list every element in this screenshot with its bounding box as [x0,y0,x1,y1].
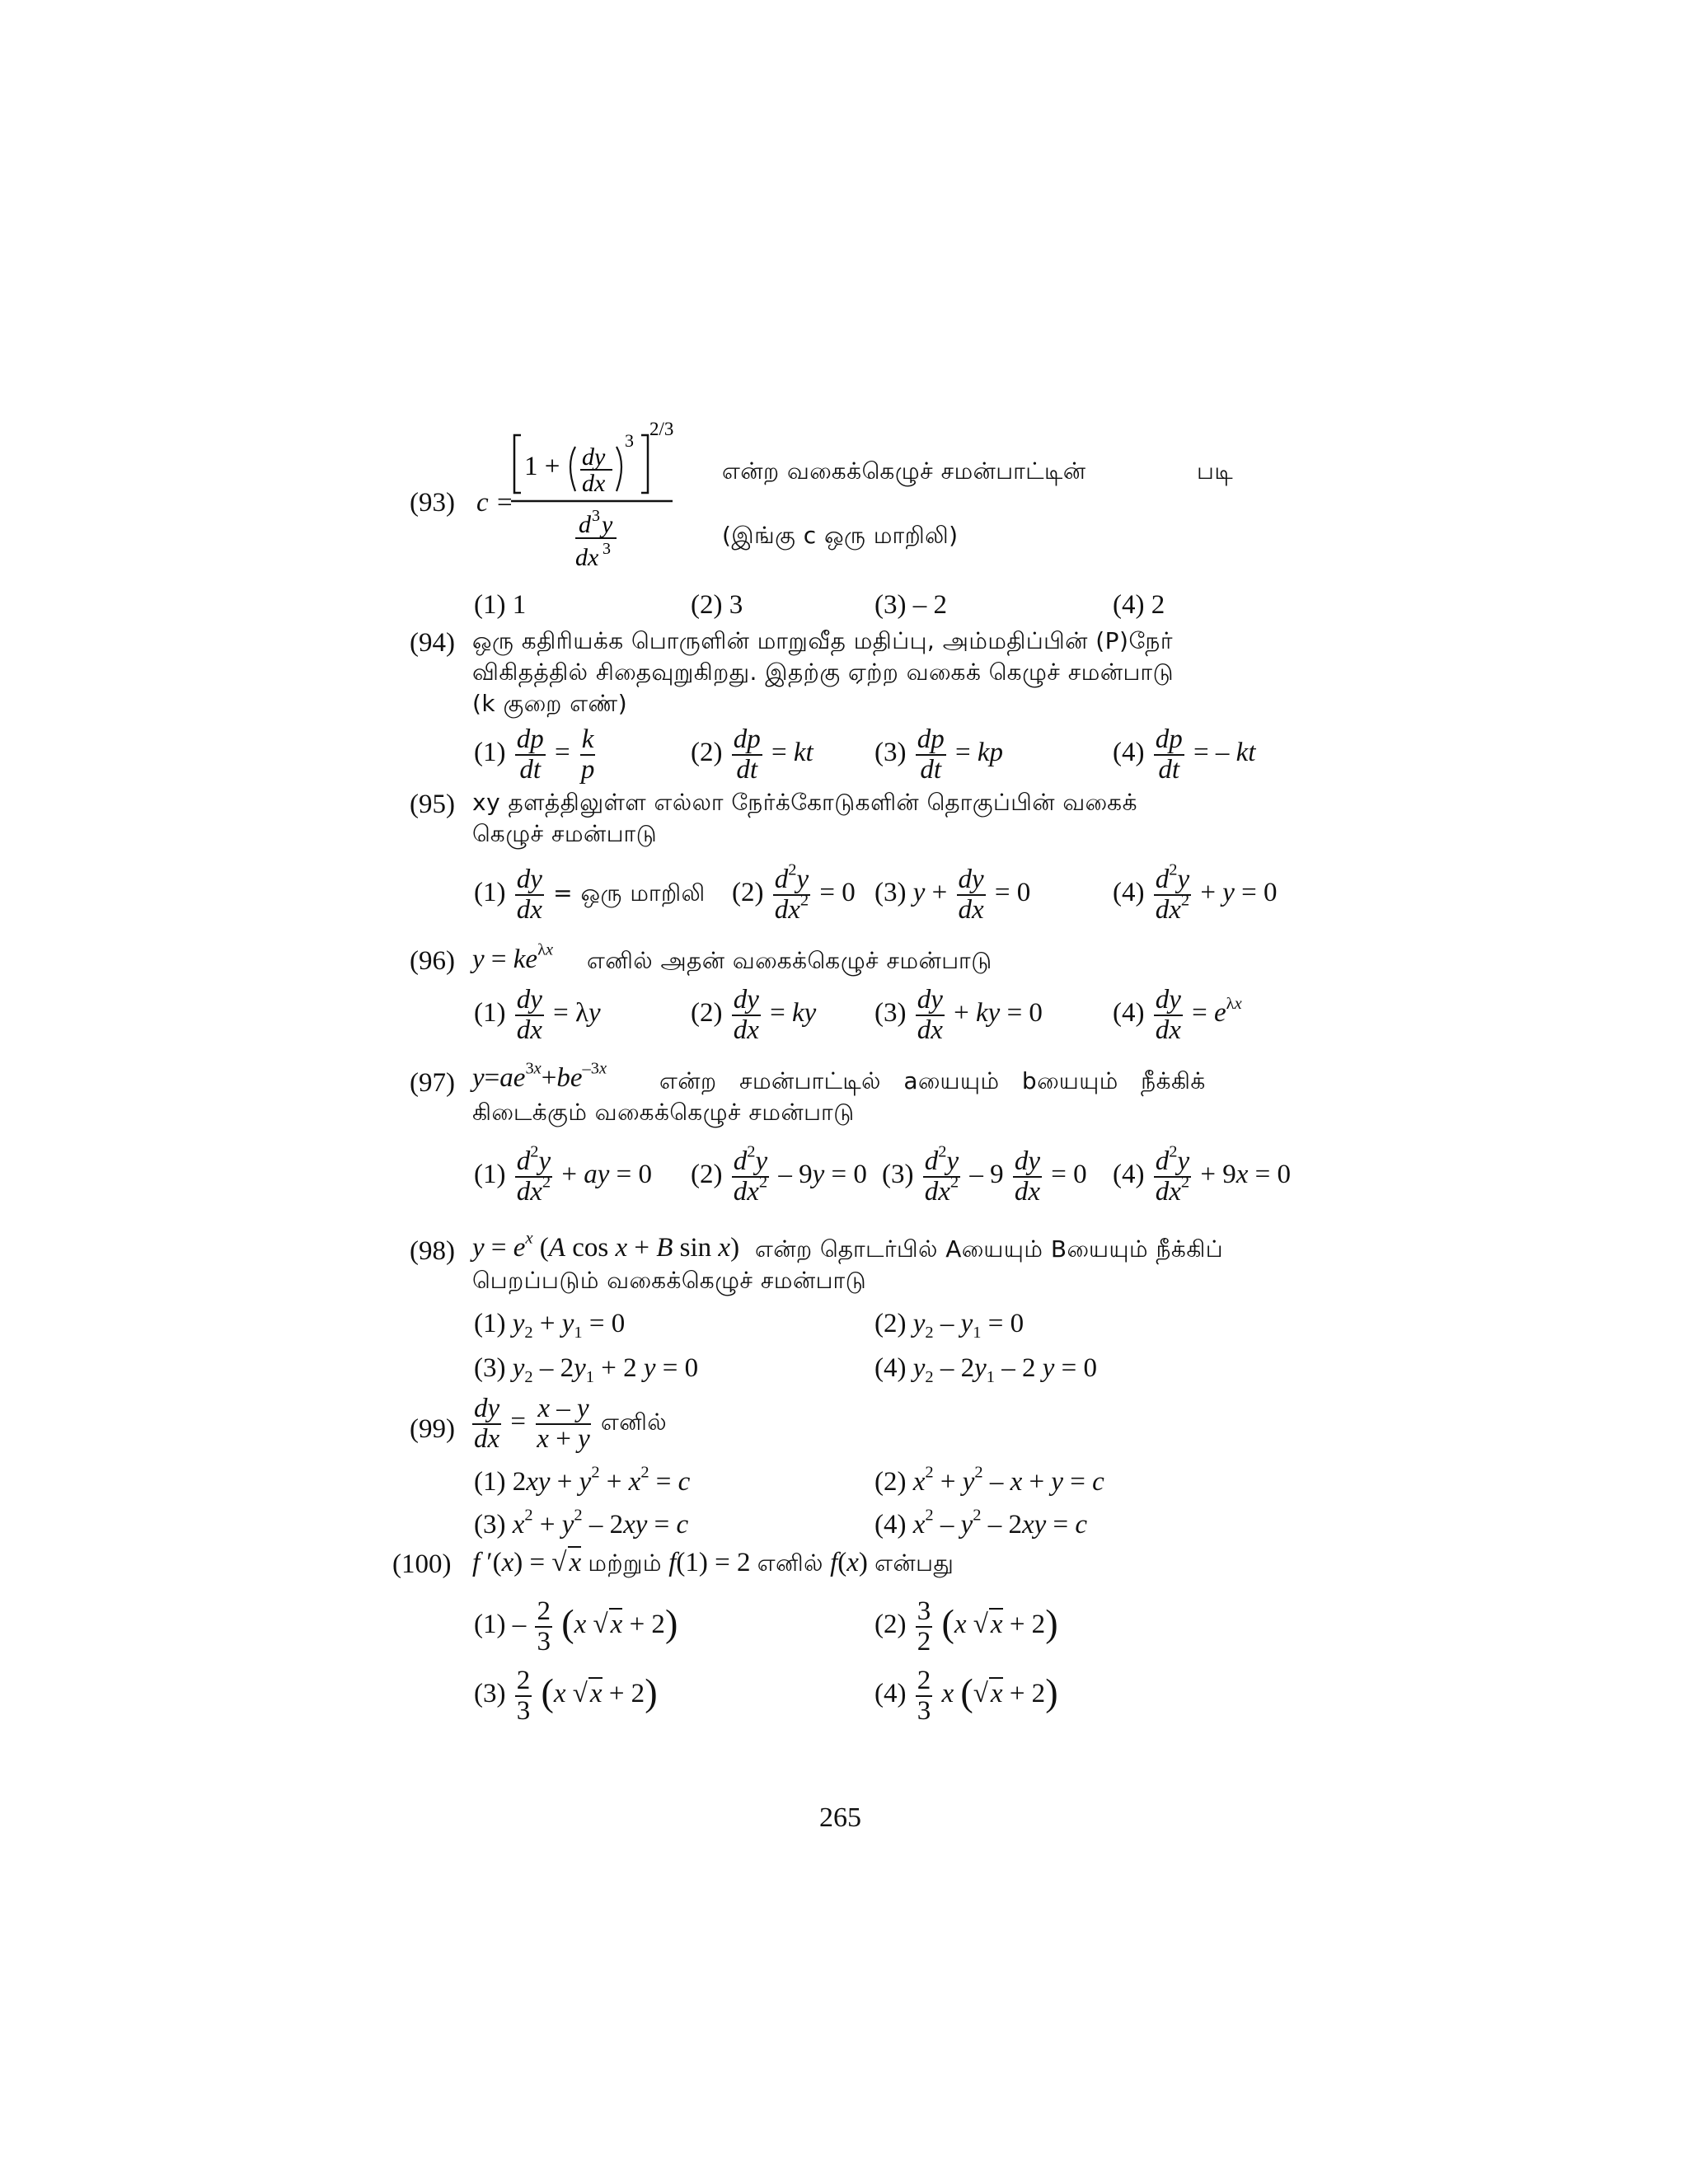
q93-text: என்ற வகைக்கெழுச் சமன்பாட்டின் [722,457,1086,485]
q98-equation: $y = e^x$ (A cos x + B sin x) [472,1229,740,1263]
q93-tail: படி [1197,457,1234,485]
svg-text:3: 3 [625,430,634,451]
svg-text:dx: dx [582,470,606,497]
page-number: 265 [819,1802,861,1833]
q97-line-1: என்ற சமன்பாட்டில் aயையும் bயையும் நீக்கிக் [659,1067,1206,1094]
q100-option-4: (4) $\frac{2}{3}$ x (√x + 2) [874,1666,1058,1726]
q100-option-3: (3) $\frac{2}{3}$ (x √x + 2) [474,1666,658,1726]
q99-equation: $\frac{dy}{dx}$ = $\frac{x - y}{x + y}$ எனில் [474,1394,668,1454]
q93-option-4: (4) 2 [1113,590,1165,620]
q95-option-2: (2) $\frac{d^2y}{dx^2}$ = 0 [732,860,856,925]
q100-number: (100) [392,1549,452,1579]
q98-option-2: (2) $y_2 - y_1 = 0$ [874,1309,1025,1343]
q93-option-3: (3) – 2 [874,590,947,620]
q95-option-1: (1) $\frac{dy}{dx}$ = ஒரு மாறிலி [474,865,706,925]
q99-option-3: (3) $x^2 + y^2 - 2xy = c$ [474,1506,689,1540]
q95-option-3: (3) y + $\frac{dy}{dx}$ = 0 [874,865,1031,925]
q94-option-1: (1) $\frac{dp}{dt}$ = $\frac{k}{p}$ [474,724,595,785]
svg-text:dy: dy [582,443,606,471]
q97-option-2: (2) $\frac{d^2y}{dx^2}$ – 9y = 0 [691,1142,867,1207]
q93-note: (இங்கு c ஒரு மாறிலி) [722,522,959,549]
q94-option-3: (3) $\frac{dp}{dt}$ = kp [874,724,1004,785]
q98-line-2: பெறப்படும் வகைக்கெழுச் சமன்பாடு [472,1267,867,1294]
q96-option-4: (4) $\frac{dy}{dx}$ = $e^{\lambda x}$ [1113,985,1242,1045]
q100-statement: f ′(x) = √x மற்றும் f(1) = 2 எனில் f(x) என்பது [472,1548,954,1577]
q99-option-1: (1) $2xy + y^2 + x^2 = c$ [474,1463,691,1497]
q93-option-1: (1) 1 [474,590,527,620]
svg-text:y: y [602,511,613,538]
q100-option-2: (2) $\frac{3}{2}$ (x √x + 2) [874,1596,1058,1657]
q97-number: (97) [410,1068,455,1098]
q97-option-3: (3) $\frac{d^2y}{dx^2}$ – 9 $\frac{dy}{dx}$ = 0 [882,1142,1087,1207]
q96-option-1: (1) $\frac{dy}{dx}$ = λy [474,985,601,1045]
q98-number: (98) [410,1236,455,1266]
q95-line-2: கெழுச் சமன்பாடு [472,820,658,847]
q96-number: (96) [410,946,455,976]
q98-option-4: (4) $y_2 - 2y_1 - 2$ y = 0 [874,1353,1098,1387]
q95-option-4: (4) $\frac{d^2y}{dx^2}$ + y = 0 [1113,860,1278,925]
q98-option-1: (1) $y_2 + y_1 = 0$ [474,1309,626,1343]
q96-text: எனில் அதன் வகைக்கெழுச் சமன்பாடு [587,947,992,974]
q100-option-1: (1) – $\frac{2}{3}$ (x √x + 2) [474,1596,678,1657]
svg-text:1 +: 1 + [524,452,560,481]
q97-option-1: (1) $\frac{d^2y}{dx^2}$ + ay = 0 [474,1142,653,1207]
q96-equation: $y = ke^{\lambda x}$ [472,940,554,974]
q99-option-4: (4) $x^2 - y^2 - 2xy = c$ [874,1506,1088,1540]
q93-big-fraction [511,420,709,585]
q93-number: (93) [410,488,455,518]
q98-option-3: (3) $y_2 - 2y_1 + 2$ y = 0 [474,1353,699,1387]
q97-option-4: (4) $\frac{d^2y}{dx^2}$ + 9x = 0 [1113,1142,1292,1207]
q94-option-2: (2) $\frac{dp}{dt}$ = kt [691,724,814,785]
q93-option-2: (2) 3 [691,590,743,620]
q97-line-2: கிடைக்கும் வகைக்கெழுச் சமன்பாடு [472,1099,855,1126]
svg-text:3: 3 [603,540,611,558]
q98-line-1: என்ற தொடர்பில் Aயையும் Bயையும் நீக்கிப் [755,1235,1224,1263]
q99-number: (99) [410,1414,455,1444]
svg-text:2/3: 2/3 [649,420,674,439]
q97-equation: $y=ae^{3x}+be^{-3x}$ [472,1059,607,1093]
q95-line-1: xy தளத்திலுள்ள எல்லா நேர்க்கோடுகளின் தொகுப்பின் வகைக் [472,789,1137,816]
q94-line-2: விகிதத்தில் சிதைவுறுகிறது. இதற்கு ஏற்ற வகைக் கெழுச் சமன்பாடு [472,658,1174,686]
q94-line-1: ஒரு கதிரியக்க பொருளின் மாறுவீத மதிப்பு, அம்மதிப்பின் (P)நேர் [472,627,1173,654]
svg-text:dx: dx [575,544,599,571]
q95-number: (95) [410,790,455,819]
q94-number: (94) [410,628,455,658]
q94-option-4: (4) $\frac{dp}{dt}$ = – kt [1113,724,1256,785]
q96-option-2: (2) $\frac{dy}{dx}$ = ky [691,985,817,1045]
q93-lhs: c = [476,488,514,518]
svg-text:d: d [579,511,591,538]
svg-text:3: 3 [592,507,600,525]
q94-line-3: (k குறை எண்) [472,690,628,717]
q99-option-2: (2) $x^2 + y^2 - x + y = c$ [874,1463,1104,1497]
q96-option-3: (3) $\frac{dy}{dx}$ + ky = 0 [874,985,1043,1045]
